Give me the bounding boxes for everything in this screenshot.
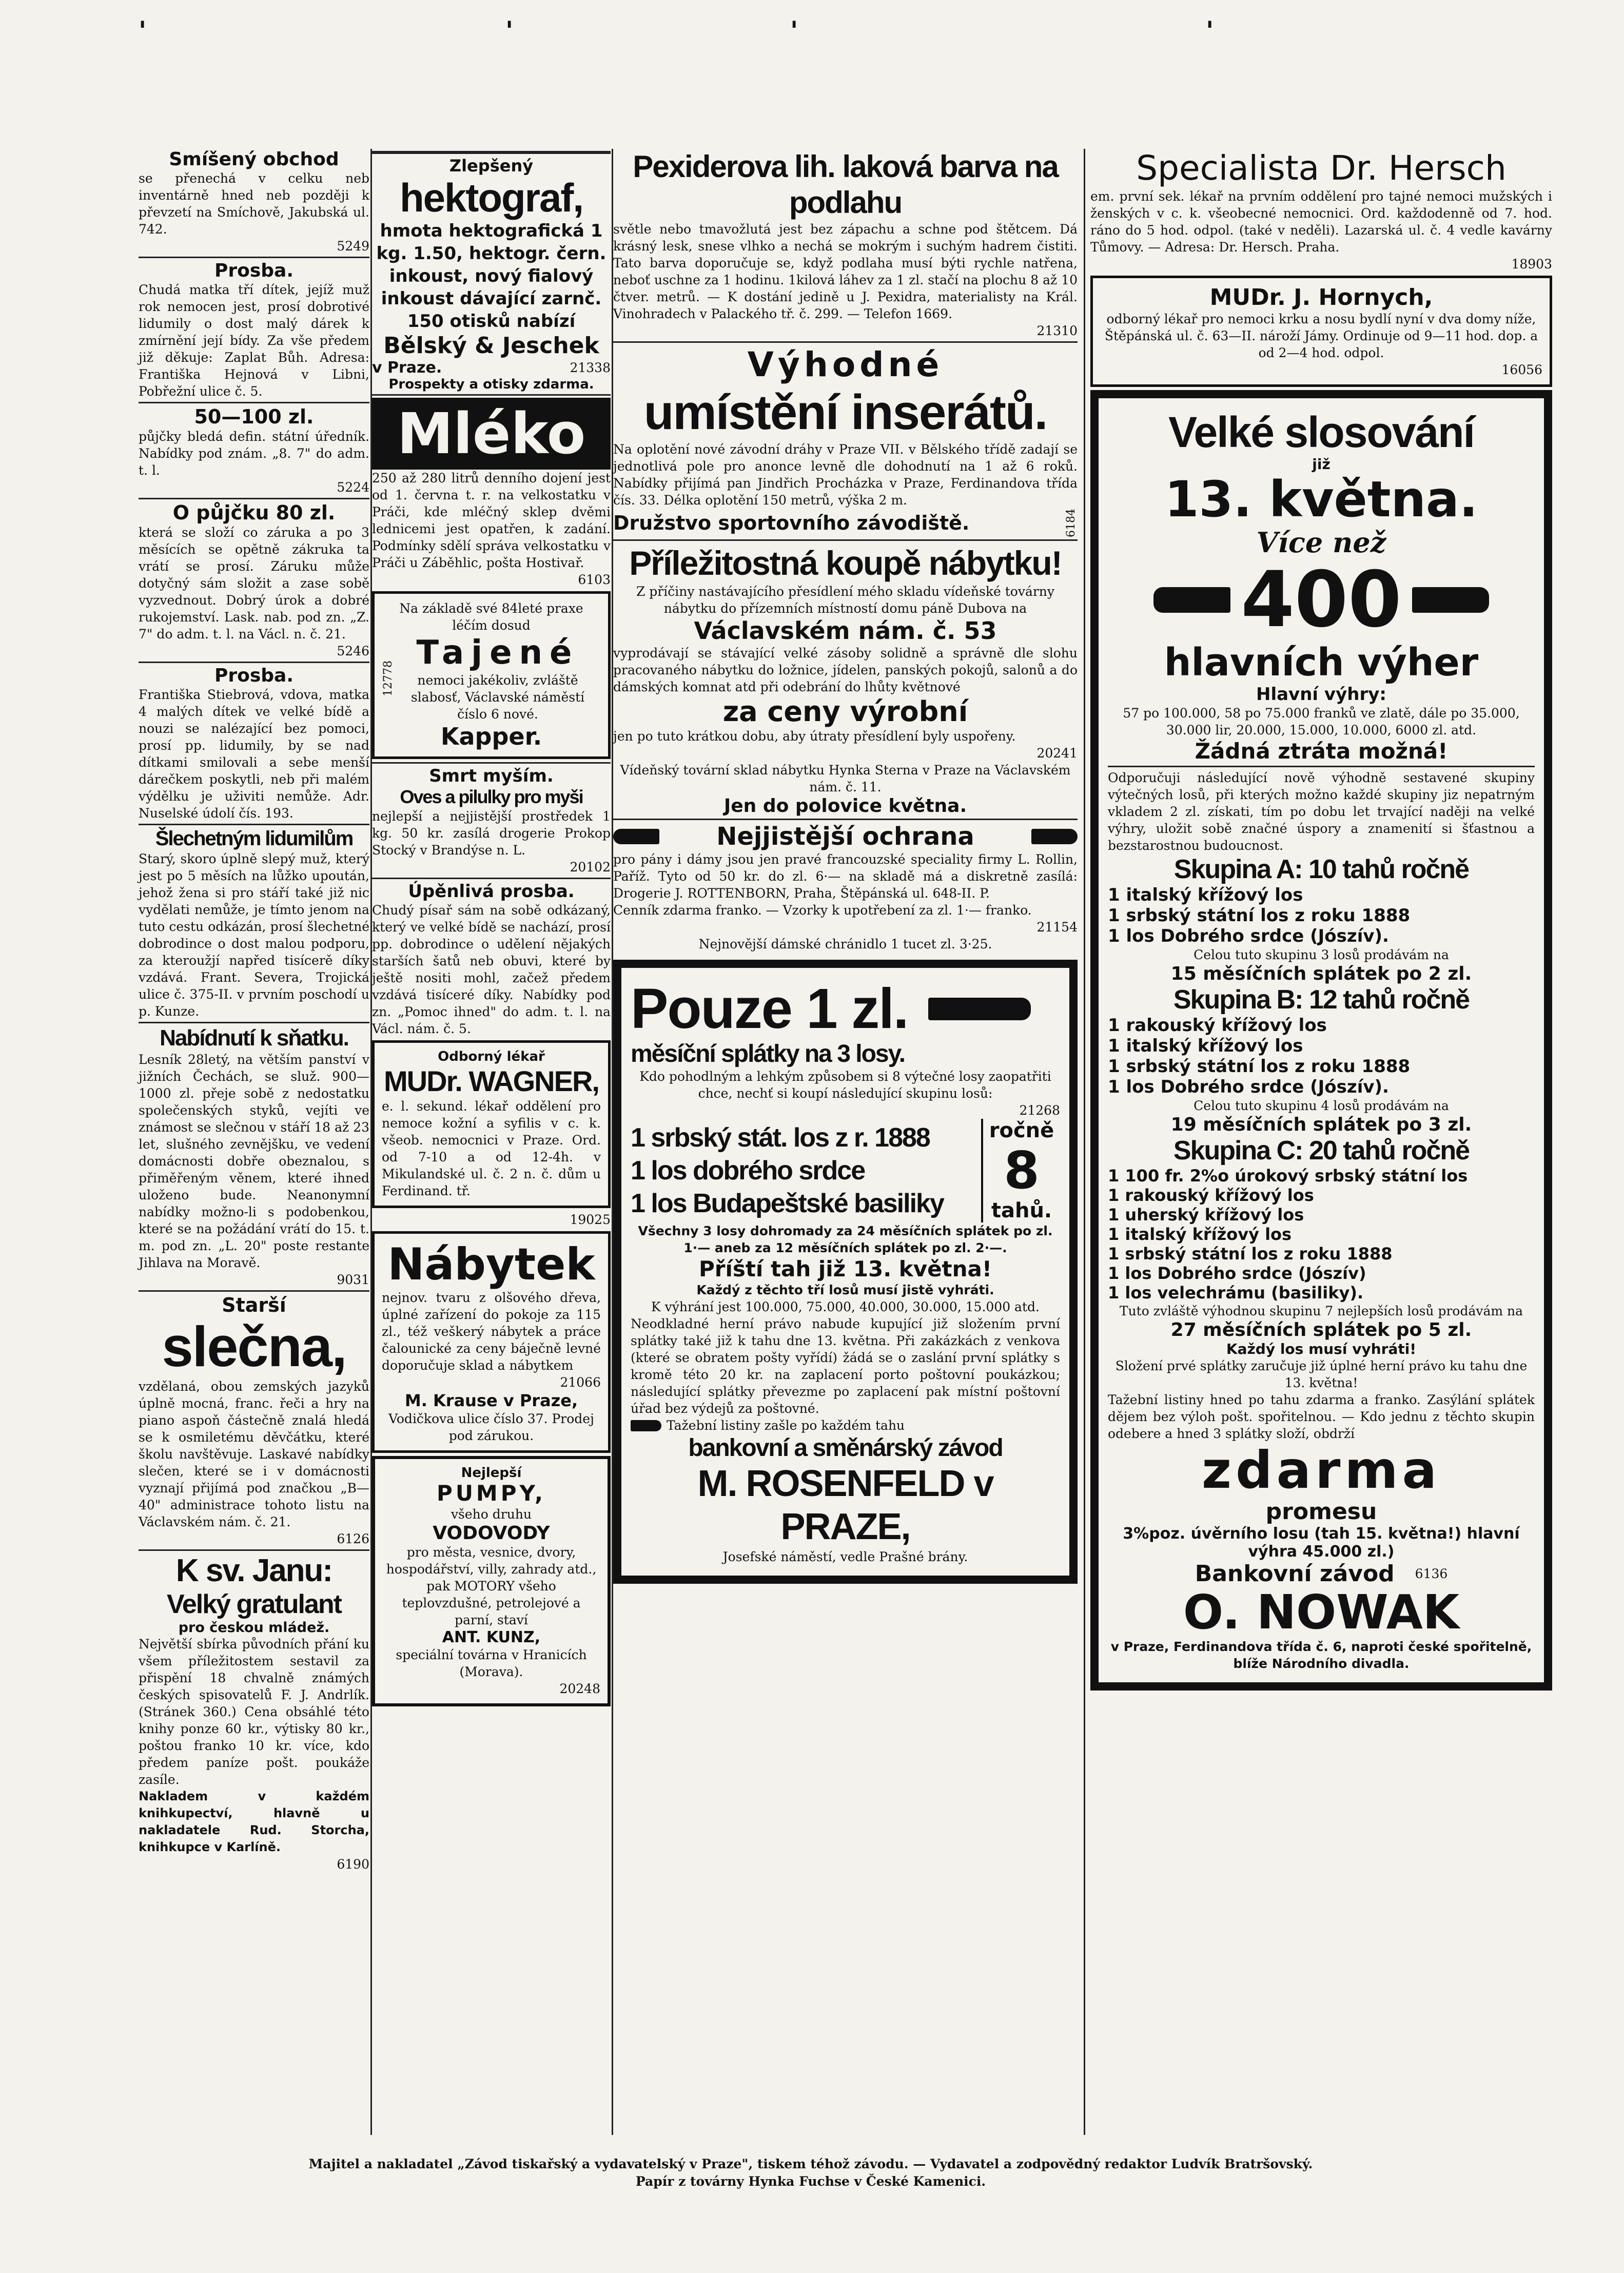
group-text: Celou tuto skupinu 3 losů prodávám na — [1193, 947, 1449, 962]
ad-number: 21066 — [560, 1375, 601, 1390]
group-item: 1 italský křížový los — [1108, 1225, 1292, 1244]
divider — [372, 394, 611, 396]
ad-text: Na oplotění nové závodní dráhy v Praze VII. v Bělského třídě zadají se jednotlivá pole pro anonce levně dle dohodnutí na 1 až 6 roků. Nabídky přijímá pan Jindřich Procházka v Praze, Ferdinandova třída čís. 33. Délka oplotění 150 metrů, výška 2 m. — [613, 442, 1078, 508]
divider — [372, 762, 611, 764]
group-item: 1 los Dobrého srdce (Jószív) — [1108, 1264, 1366, 1283]
ad-pouze-1-zl — [613, 960, 1078, 1584]
group-price: 19 měsíčních splátek po 3 zl. — [1170, 1114, 1472, 1135]
ad-big-number-row — [1108, 555, 1535, 645]
ad-number: 6126 — [337, 1531, 369, 1546]
ad-title-large: Mléko — [372, 398, 611, 470]
column-4 — [1090, 149, 1552, 1694]
ad-number: 6103 — [578, 572, 611, 587]
ad-text-2: Nakladem v každém knihkupectví, hlavně u nakladatele Rud. Storcha, knihkupce v Karlíně. — [139, 1789, 369, 1854]
top-mark-1: ' — [139, 15, 147, 46]
ad-title-2: již — [1312, 456, 1330, 473]
top-mark-3: ' — [790, 15, 798, 46]
draws-unit: tahů. — [991, 1199, 1052, 1222]
ad-title-4: Více než — [1256, 526, 1386, 559]
group-item: 1 rakouský křížový los — [1108, 1015, 1327, 1036]
ad-title: Pexiderova lih. laková barva na podlahu — [633, 149, 1058, 220]
ad-text-4: Vídeňský tovární sklad nábytku Hynka Sterna v Praze na Václavském nám. č. 11. — [620, 763, 1071, 794]
ad-title-large: slečna, — [162, 1315, 346, 1378]
ad-text: Chudý písař sám na sobě odkázaný, který ve velké bídě se nachází, prosí pp. dobrodince o udělení nějakých starších šatů neb obuvi, které by ještě nositi mohl, začež předem vzdává tisíceré díky. Nabídky pod zn. „Pomoc ihned" do adm. t. l. na Václ. nám. č. 5. — [372, 903, 611, 1036]
ad-text: vzdělaná, obou zemských jazyků úplně mocná, franc. řeči a hry na piano aspoň částečně znalá hledá se k osmiletému děvčátku, které školu navštěvuje. Laskavé nabídky slečen, které se i v domácnosti vyznají přijímá pod značkou „B—40" administrace tohoto listu na Václavském nám. č. 21. — [139, 1379, 369, 1529]
divider — [139, 1290, 369, 1292]
divider — [139, 257, 369, 258]
ad-address: Václavském nám. č. 53 — [694, 617, 997, 645]
group-text: Celou tuto skupinu 4 losů prodávám na — [1193, 1098, 1449, 1113]
divider — [372, 878, 611, 879]
ad-gratulant — [139, 1553, 369, 1873]
group-price: 27 měsíčních splátek po 5 zl. — [1170, 1319, 1472, 1341]
ad-subtitle: Hlavní výhry: — [1256, 684, 1386, 705]
imprint-line-2: Papír z továrny Hynka Fuchse v České Kamenici. — [635, 2174, 986, 2189]
ad-text-4: K výhrání jest 100.000, 75.000, 40.000, 30.000, 15.000 atd. — [651, 1299, 1040, 1314]
ad-title: Výhodné — [747, 345, 944, 384]
ad-text: nejlepší a nejjistější prostředek 1 kg. 50 kr. zasílá drogerie Prokop Stocký v Brandýse n. L. — [372, 809, 611, 858]
ad-text-2: pro města, vesnice, dvory, hospodářství, villy, zahrady atd., pak MOTORY všeho teplovzdušné, petrolejové a parní, staví — [386, 1545, 597, 1627]
ad-number: 5246 — [337, 644, 369, 658]
column-3 — [613, 149, 1078, 1587]
ad-title-row — [613, 822, 1078, 851]
ad-text: Františka Stiebrová, vdova, matka 4 malých dítek ve velké bídě a nouzi se nalézající bez pomoci, prosí pp. lidumily, by se nad dítkami smilovali a sebe menší dárečkem poskytli, neb při malém výdělku je uživiti nemůže. Adr. Nuselské údolí čís. 193. — [139, 687, 369, 821]
ad-footnote: Prospekty a otisky zdarma. — [388, 377, 594, 392]
ad-text: Lesník 28letý, na větším panství v jižních Čechách, se služ. 900—1000 zl. přeje sobě z nedostatku společenských styků, vejíti ve známost se slečnou v stáří 18 až 23 let, slušného zevnějšku, ve vedení domácnosti dobře obeznalou, s přiměřeným věnem, které ihned uloženo bude. Neanonymní nabídky možno-li s podobenkou, které se na požádání vrátí do 15. t. m. pod zn. „L. 20" poste restante Jihlava na Moravě. — [139, 1052, 369, 1270]
ad-text-5: 3%poz. úvěrního losu (tah 15. května!) hlavní výhra 45.000 zl.) — [1123, 1525, 1520, 1561]
ad-number: 20102 — [570, 860, 611, 875]
ad-title-row — [631, 978, 1060, 1040]
ad-text: Na základě své 84leté praxe léčím dosud — [399, 601, 583, 633]
ad-footnote: Družstvo sportovního závodiště. — [613, 512, 970, 534]
ad-number: 19025 — [570, 1212, 611, 1227]
pointing-hand-icon — [613, 829, 659, 844]
group-a-title: Skupina A: 10 tahů ročně — [1173, 854, 1469, 884]
column-2 — [372, 149, 611, 1709]
ad-mleko — [372, 398, 611, 588]
ad-title-2: Oves a pilulky pro myši — [400, 786, 583, 807]
ad-text-3: Nejnovější dámské chránidlo 1 tucet zl. 3·25. — [698, 937, 992, 951]
ad-title: Starší — [222, 1294, 286, 1316]
ad-o-pujcku — [139, 501, 369, 659]
ad-text: Z příčiny nastávajícího přesídlení mého skladu vídeňské továrny nábytku do přízemních místností domu páně Dubova na — [636, 584, 1055, 616]
group-item: 1 los velechrámu (basiliky). — [1108, 1283, 1364, 1303]
group-item: 1 rakouský křížový los — [1108, 1186, 1314, 1205]
ad-number: 6136 — [1415, 1566, 1448, 1581]
lot-item: 1 srbský stát. los z r. 1888 — [631, 1123, 930, 1153]
ad-number: 21268 — [1019, 1103, 1060, 1118]
ad-number: 20241 — [1036, 746, 1078, 761]
ad-prosba-2 — [139, 665, 369, 822]
ad-title: Specialista Dr. Hersch — [1136, 148, 1506, 188]
ad-text: nejnov. tvaru z olšového dřeva, úplné zařízení do pokoje za 115 zl., též veškerý nábytek a práce čalounické za ceny báječně levné doporučuje sklad a nábytkem — [382, 1290, 601, 1373]
ad-number: 18903 — [1511, 257, 1552, 271]
column-rule-3 — [1084, 149, 1085, 2135]
ad-lidumilum — [139, 827, 369, 1020]
ad-text: 57 po 100.000, 58 po 75.000 franků ve zlatě, dále po 35.000, 30.000 lir, 20.000, 15.000, 10.000, 6000 zl. atd. — [1123, 706, 1520, 737]
ad-text: která se složí co záruka a po 3 měsících se opětně zákruka ta vrátí se prosí. Záruku může dotyčný sám složit a zase sobě vyzvednout. Dobrý úrok a dobré rukojemství. Lask. nab. pod zn. „Z. 7" do adm. t. l. na Václ. n. č. 21. — [139, 525, 369, 642]
ad-sub: promesu — [1265, 1499, 1377, 1525]
ad-title: 50—100 zl. — [194, 405, 314, 428]
ad-title: Příležitostná koupě nábytku! — [629, 544, 1062, 582]
ad-lot-list — [631, 1121, 981, 1220]
divider — [613, 819, 1078, 820]
ad-city: v Praze. — [372, 359, 442, 377]
ad-nabytek — [372, 1231, 611, 1453]
ad-title: K sv. Janu: — [175, 1553, 332, 1588]
divider — [139, 498, 369, 499]
ad-name: Kapper. — [440, 723, 542, 750]
ad-number: 9031 — [337, 1272, 369, 1287]
ad-slecna — [139, 1294, 369, 1547]
ad-vyhodne-umisteni — [613, 345, 1078, 537]
ad-title: Nabídnutí k sňatku. — [160, 1025, 348, 1051]
ad-title: MUDr. J. Hornych, — [1209, 284, 1433, 310]
ad-text: půjčky bledá defin. státní úředník. Nabídky pod znám. „8. 7" do adm. t. l. — [139, 429, 369, 478]
ad-title: Pouze 1 zl. — [631, 977, 908, 1040]
divider — [139, 402, 369, 403]
pointing-hand-icon — [1153, 587, 1230, 613]
ad-ochrana — [613, 822, 1078, 953]
divider — [139, 1022, 369, 1023]
ad-big: Žádná ztráta možná! — [1195, 739, 1448, 764]
ad-text-3: Každý z těchto tří losů musí jistě vyhráti. — [696, 1283, 994, 1297]
ad-number: 5249 — [337, 239, 369, 254]
group-note: Každý los musí vyhráti! — [1226, 1341, 1417, 1357]
ad-hornych — [1090, 276, 1552, 387]
ad-number: 16056 — [1501, 362, 1542, 377]
ad-hektograf — [372, 151, 611, 392]
ad-pujcky — [139, 405, 369, 496]
ad-text: světle nebo tmavožlutá jest bez zápachu a schne pod štětcem. Dá krásný lesk, snese vlhko a nechá se mokrým i suchým hadrem čistiti. Tato barva doporučuje se, když podlaha musí býti rychle natřena, neboť uschne za 1 hodinu. 1kilová láhev za 1 zl. stačí na plochu 8 až 10 čtver. metrů. — K dostání jedině u J. Pexidra, materialisty na Král. Vinohradech v Palackého tř. č. 299. — Telefon 1669. — [613, 222, 1078, 321]
group-b-title: Skupina B: 12 tahů ročně — [1173, 985, 1470, 1015]
ad-tajene — [372, 591, 611, 759]
ad-title: Šlechetným lidumilům — [155, 827, 353, 850]
pointing-hand-icon — [928, 998, 1031, 1020]
group-item: 1 italský křížový los — [1108, 1036, 1303, 1056]
ad-text: Starý, skoro úplně slepý muž, který jest po 5 měsích na lůžko upoután, jehož žena si pro stáří také již nic vydělati nemůže, je tímto jenom na tuto cestu odkázán, prosí šlechetné dobrodince o dost malou podporu, za kteroužjí napřed tisícerě díky vzdává. Frant. Severa, Trojická ulice č. 375-II. v prvním poschodí u p. Kunze. — [139, 851, 369, 1019]
group-item: 1 srbský státní los z roku 1888 — [1108, 1244, 1393, 1264]
ad-title: Smrt myším. — [429, 766, 554, 786]
ad-big-number: 400 — [1241, 555, 1402, 645]
ad-number: 6190 — [337, 1857, 369, 1872]
ad-title-large: Tajené — [416, 634, 579, 672]
ad-city-row — [372, 359, 611, 377]
ad-text: Chudá matka tří dítek, jejíž muž rok nemocen jest, prosí dobrotivé lidumily o dost malý dárek k zmírnění její bídy. Za vše předem již děkuje: Zaplat Bůh. Adresa: Františka Hejnová v Libni, Pobřežní ulice č. 5. — [139, 282, 369, 399]
ad-title-large: za ceny výrobní — [722, 695, 968, 728]
ad-title-6: hlavních výher — [1164, 640, 1479, 685]
pointing-hand-icon — [1031, 829, 1078, 844]
imprint-line-1: Majitel a nakladatel „Závod tiskařský a vydavatelský v Praze", tiskem téhož závodu. — Vydavatel a zodpovědný redaktor Ludvík Bratršovský. — [308, 2157, 1313, 2171]
ad-number: 20248 — [559, 1681, 600, 1696]
ad-text: nemoci jakékoliv, zvláště slabosť, Václavské náměstí číslo 6 nové. — [410, 673, 585, 722]
ad-footnote: Jen do polovice května. — [723, 795, 967, 817]
ad-lot-group — [631, 1119, 1060, 1222]
ad-title: Odborný lékař — [438, 1049, 545, 1064]
ad-title-2: Velký gratulant — [167, 1589, 341, 1619]
group-item: 1 uherský křížový los — [1108, 1205, 1304, 1225]
ad-title-large: PUMPY, — [437, 1481, 546, 1506]
ad-nabytek-koupe — [613, 543, 1078, 817]
divider — [139, 662, 369, 663]
ad-text: pro pány i dámy jsou jen pravé francouzské speciality firmy L. Rollin, Paříž. Tyto od 50 kr. do zl. 6·— na skladě má a diskretně zasílá: Drogerie J. ROTTENBORN, Praha, Štěpánská ul. 648-II. P. — [613, 852, 1078, 901]
ad-title: Prosba. — [214, 665, 294, 686]
ad-text-6-row — [631, 1417, 1060, 1434]
ad-title-2: VODOVODY — [433, 1523, 550, 1544]
ad-firm-2: O. NOWAK — [1183, 1585, 1460, 1640]
ad-text: všeho druhu — [451, 1507, 532, 1522]
ad-text-3: jen po tuto krátkou dobu, aby útraty přesídlení byly uspořeny. — [613, 729, 1016, 744]
divider — [139, 824, 369, 825]
imprint — [154, 2155, 1468, 2190]
ad-firm-1: Bankovní závod — [1195, 1561, 1395, 1587]
ad-title: Velké slosování — [1168, 408, 1474, 456]
group-item: 1 italský křížový los — [1108, 885, 1303, 905]
ad-text: em. první sek. lékař na prvním oddělení pro tajné nemoci mužských i ženských v c. k. všeobecné nemocnici. Ord. každodenně od 7. hod. ráno do 5 hod. odpol. (také v neděli). Lazarská ul. č. 4 vedle kavárny Tůmovy. — Adresa: Dr. Hersch. Praha. — [1090, 189, 1552, 255]
group-c-title: Skupina C: 20 tahů ročně — [1173, 1136, 1470, 1165]
divider — [1108, 766, 1535, 767]
ad-text-4: Tažební listiny hned po tahu zdarma a franko. Zasýlání splátek dějem bez výloh pošt. spořitelnou. — Kdo jednu z těchto skupin odebere a hned 3 splátky složí, obdrží — [1108, 1392, 1535, 1441]
ad-subtitle: pro českou mládež. — [178, 1620, 330, 1636]
ad-text-6: Tažební listiny zašle po každém tahu — [667, 1418, 905, 1433]
ad-firm: ANT. KUNZ, — [442, 1628, 541, 1646]
divider — [613, 539, 1078, 541]
divider — [139, 1549, 369, 1551]
ad-body — [382, 634, 601, 723]
ad-address: v Praze, Ferdinandova třída č. 6, naproti české spořitelně, blíže Národního divadla. — [1110, 1639, 1532, 1671]
ad-address: Vodičkova ulice číslo 37. Prodej pod zárukou. — [388, 1411, 594, 1443]
lot-item: 1 los Budapeštské basiliky — [631, 1189, 944, 1218]
ad-text: hmota hektografická 1 kg. 1.50, hektogr. čern. inkoust, nový fialový inkoust dávající zarnč. 150 otisků nabízí — [376, 221, 606, 332]
ad-firm-row — [1108, 1561, 1535, 1587]
group-item: 1 100 fr. 2%o úrokový srbský státní los — [1108, 1166, 1468, 1186]
ad-number: 21310 — [1036, 323, 1078, 338]
ad-firm-2: M. ROSENFELD v PRAZE, — [697, 1463, 993, 1547]
column-1 — [139, 149, 369, 1873]
ad-side-number: 6184 — [1065, 509, 1078, 537]
ad-title-large: umístění inserátů. — [643, 385, 1047, 440]
ad-foot-row — [613, 509, 1078, 537]
ad-text-2: Odporučuji následující nově výhodně sestavené skupiny výtečných losů, při kterých možno každé skupiny jiz nepatrným vkladem 2 zl. získati, tím po dobu let trvající naději na velké výhry, uložit sobě značné úspory a znamenití si šťastnou a bezstarostnou budoucnost. — [1108, 770, 1535, 853]
ad-upenliva-prosba — [372, 881, 611, 1037]
ad-firm: Bělský & Jeschek — [383, 333, 599, 359]
divider — [613, 341, 1078, 343]
ad-text-5: Neodkladné herní právo nabude kupující již složením první splátky také již k tahu dne 13. května. Při zakázkách z venkova (které se obratem pošty vyřídí) žádá se o zaslání první splátky s kromě této 20 kr. na zaplacení porto poštovní poukázkou; následující splátky převezme po zaplacení pak místní poštovní úřad bez výdejů za poštovné. — [631, 1316, 1060, 1416]
ad-hersch — [1090, 149, 1552, 273]
ad-title-large: MUDr. WAGNER, — [384, 1065, 599, 1097]
ad-smiseny-obchod — [139, 149, 369, 255]
ad-prosba-1 — [139, 260, 369, 400]
ad-big: zdarma — [1201, 1440, 1441, 1500]
pointing-hand-icon — [631, 1420, 661, 1431]
ad-firm: M. Krause v Praze, — [404, 1391, 578, 1410]
ad-title: Nejlepší — [461, 1465, 522, 1481]
ad-text-2: Všechny 3 losy dohromady za 24 měsíčních splátek po zl. 1·— aneb za 12 měsíčních splátek po zl. 2·—. — [638, 1223, 1053, 1255]
ad-text: se přenechá v celku neb inventárně hned neb později k převzetí na Smíchově, Jakubská ul. 742. — [139, 171, 369, 237]
ad-snatek — [139, 1025, 369, 1288]
ad-text-2: vyprodávají se stávající velké zásoby solidně a správně dle slohu pracovaného nábytku do ložnice, jídelen, panských pokojů, salonů a do dámských komnat atd při odebrání do lhůty květnové — [613, 646, 1078, 694]
ad-title: Úpěnlivá prosba. — [408, 881, 575, 902]
ad-number: 21338 — [570, 360, 611, 375]
ad-side-number: 12778 — [382, 660, 395, 696]
ad-smrt-mysim — [372, 766, 611, 876]
ad-text-3: speciální továrna v Hranicích (Morava). — [396, 1647, 587, 1679]
ad-text: Největší sbírka původních přání ku všem příležitostem sestavil za přispění 18 chvalně známých českých spisovatelů F. J. Andrlík. (Stránek 360.) Cena obsáhlé této knihy ponze 60 kr., výtisky 80 kr., poštou franko 10 kr. více, kdo předem paníze pošt. poukáže zasíle. — [139, 1637, 369, 1787]
ad-title-large: Nábytek — [387, 1239, 595, 1290]
ad-pexiderova — [613, 149, 1078, 339]
ad-text: odborný lékař pro nemoci krku a nosu bydlí nyní v dva domy níže, Štěpánská ul. č. 63—II. nároží Jámy. Ordinuje od 9—11 hod. dop. a od 2—4 hod. odpol. — [1104, 312, 1538, 360]
ad-text-2: Cenník zdarma franko. — Vzorky k upotřebení za zl. 1·— franko. — [613, 903, 1032, 918]
ad-lot-draws — [981, 1119, 1060, 1222]
top-mark-2: ' — [505, 15, 514, 46]
ad-content — [395, 634, 601, 723]
ad-text-3: Složení prvé splátky zaručuje již úplné herní právo ku tahu dne 13. května! — [1115, 1358, 1528, 1390]
ad-text: Kdo pohodlným a lehkým způsobem si 8 výtečné losy zaopatřiti chce, nechť si koupí následující skupinu losů: — [639, 1069, 1051, 1101]
group-item: 1 srbský státní los z roku 1888 — [1108, 1056, 1411, 1077]
group-item: 1 los Dobrého srdce (Jószív). — [1108, 926, 1389, 946]
lot-item: 1 los dobrého srdce — [631, 1156, 865, 1186]
ad-title: Nejjistější ochrana — [716, 822, 974, 851]
divider — [372, 151, 611, 154]
ad-pumpy — [372, 1456, 611, 1706]
ad-address: Josefské náměstí, vedle Prašné brány. — [722, 1549, 968, 1564]
ad-title: O půjčku 80 zl. — [172, 501, 336, 524]
ad-firm-1: bankovní a směnárský závod — [688, 1434, 1003, 1462]
draws-count: 8 — [1004, 1140, 1040, 1200]
ad-number: 5224 — [337, 480, 369, 495]
group-item: 1 srbský státní los z roku 1888 — [1108, 905, 1411, 926]
ad-text: e. l. sekund. lékař oddělení pro nemoce kožní a syfilis v c. k. všeob. nemocnici v Praze. Ord. od 7-10 a od 12-4h. v Mikulandské ul. č. 2 n. č. dům u Ferdinand. tř. — [382, 1099, 601, 1198]
ad-title: Prosba. — [214, 260, 294, 281]
ad-number: 21154 — [1036, 920, 1078, 935]
group-price: 15 měsíčních splátek po 2 zl. — [1170, 963, 1472, 984]
group-item: 1 los Dobrého srdce (Jószív). — [1108, 1077, 1389, 1097]
ad-big: Příští tah již 13. května! — [698, 1256, 992, 1281]
ad-title-large: hektograf, — [399, 175, 583, 220]
draws-label: ročně — [989, 1119, 1054, 1142]
ad-subtitle: měsíční splátky na 3 losy. — [631, 1040, 905, 1067]
top-mark-4: ' — [1206, 15, 1214, 46]
ad-title-3: 13. května. — [1164, 471, 1478, 528]
group-text: Tuto zvláště výhodnou skupinu 7 nejlepších losů prodávám na — [1119, 1304, 1523, 1318]
pointing-hand-icon — [1412, 587, 1489, 613]
ad-text: 250 až 280 litrů denního dojení jest od 1. června t. r. na velkostatku v Práči, kde mléčný sklep dvěmi lednicemi jest opatřen, k zadání. Podmínky sdělí správa velkostatku v Práči u Záběhlic, pošta Hostivař. — [372, 471, 611, 570]
ad-wagner — [372, 1040, 611, 1208]
ad-title: Zlepšený — [449, 156, 534, 176]
ad-slosovani — [1090, 390, 1552, 1691]
ad-title: Smíšený obchod — [169, 149, 339, 170]
